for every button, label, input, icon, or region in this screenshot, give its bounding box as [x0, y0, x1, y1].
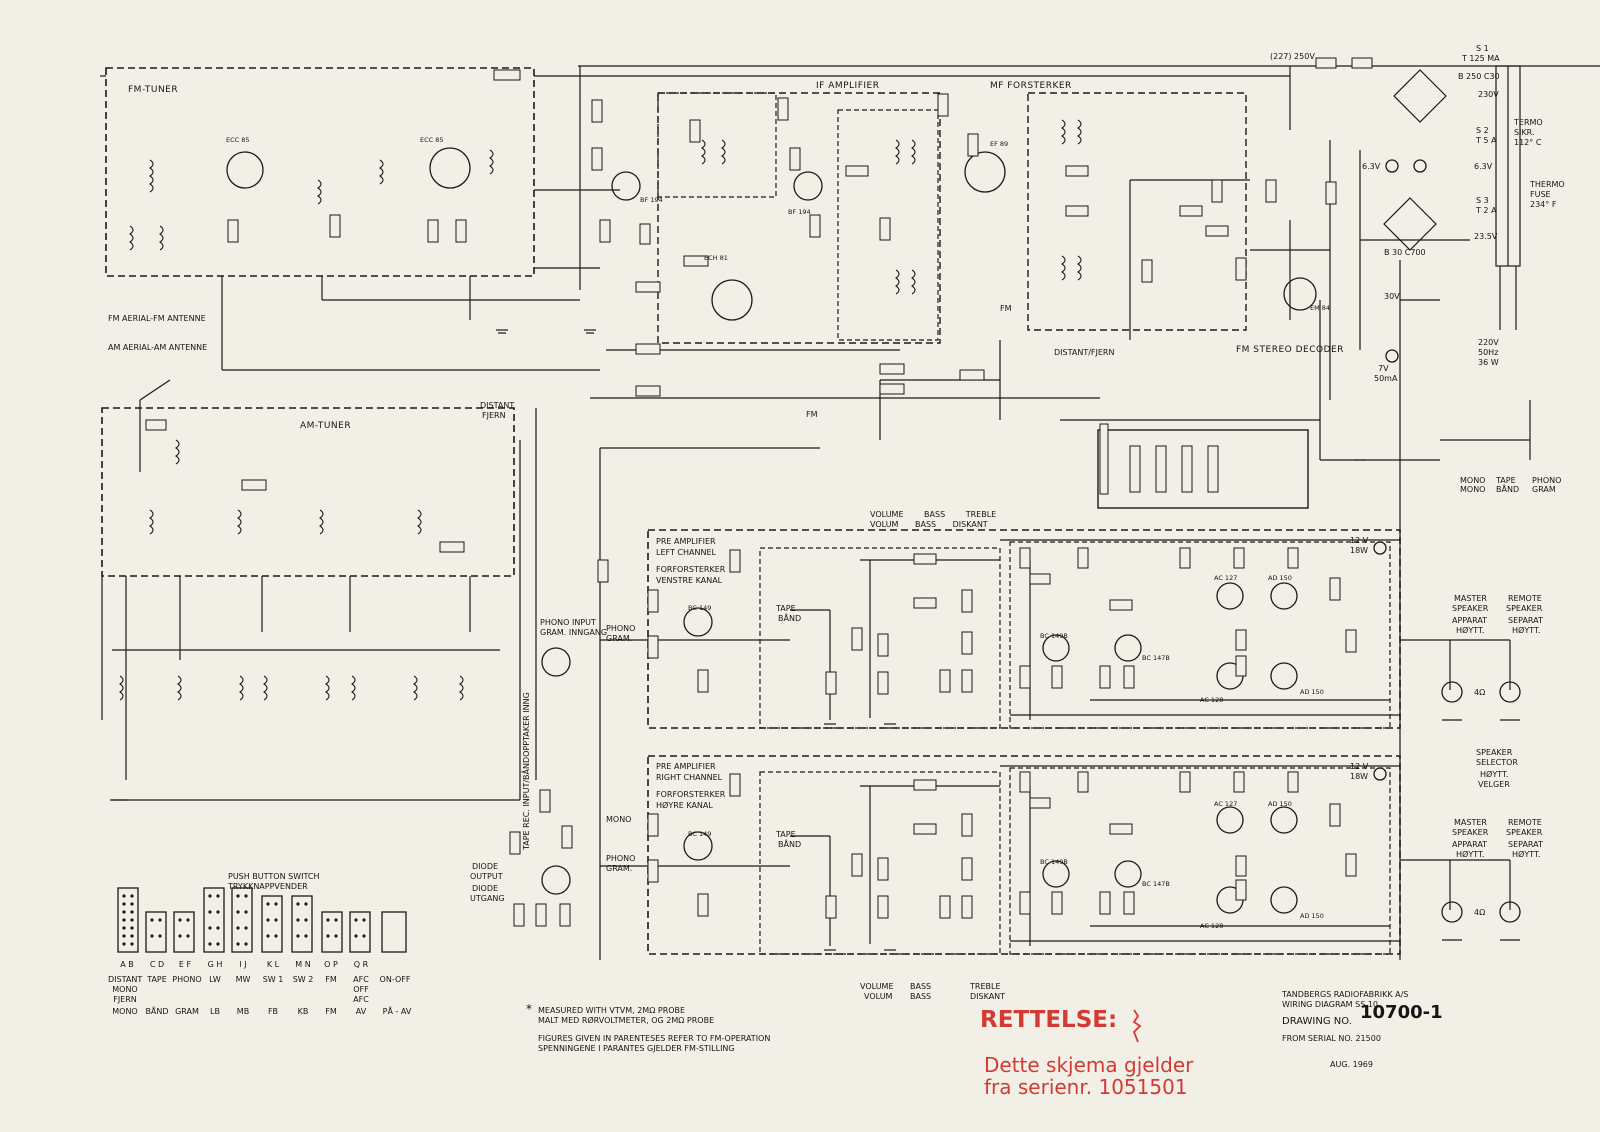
v202-type: EF 89: [990, 140, 1009, 148]
date-label: AUG. 1969: [1330, 1060, 1373, 1069]
termo-2: SIKR.: [1514, 128, 1535, 137]
q705-type: AC 128: [1200, 922, 1224, 930]
pb-top-4: LW: [209, 975, 221, 984]
stamp-mark: [1134, 1010, 1140, 1042]
q702-type: BC 149B: [1040, 858, 1068, 866]
pb-letters-5: I J: [239, 960, 247, 969]
master-speaker-r4: HØYTT.: [1456, 850, 1485, 859]
master-speaker-r2: SPEAKER: [1452, 828, 1489, 837]
remote-speaker-r4: HØYTT.: [1512, 850, 1541, 859]
thermo-3: 234° F: [1530, 200, 1557, 209]
pb-letters-2: C D: [149, 960, 165, 969]
pre-left-title-3: FORFORSTERKER: [656, 565, 726, 574]
thermo-2: FUSE: [1530, 190, 1551, 199]
distant-fjern-label: DISTANT/FJERN: [1054, 348, 1115, 357]
pre-right-title-1: PRE AMPLIFIER: [656, 762, 716, 771]
mf-forsterker-box: [1028, 93, 1246, 330]
ohm-label-b: 4Ω: [1474, 908, 1486, 917]
drawing-no-label: DRAWING NO.: [1282, 1016, 1352, 1027]
termo-1: TERMO: [1514, 118, 1543, 127]
pb-letters-1: A B: [120, 960, 134, 969]
q506-type: AD 150: [1268, 574, 1292, 582]
lamp-left-w: 18W: [1350, 546, 1369, 555]
lamp-right-v: 12 V: [1350, 762, 1369, 771]
lamp-left-v: 12 V: [1350, 536, 1369, 545]
note-figures-1: FIGURES GIVEN IN PARENTESES REFER TO FM-OPERATION: [538, 1034, 771, 1043]
tape-rec-label: TAPE REC. INPUT/BÅNDOPPTAKER INNG: [522, 692, 531, 850]
fm-label: FM: [806, 410, 818, 419]
pb-bottom-1: MONO: [112, 1007, 138, 1016]
diode-output-2: OUTPUT: [470, 872, 503, 881]
company-name: TANDBERGS RADIOFABRIKK A/S: [1282, 990, 1409, 999]
diode-output-4: UTGANG: [470, 894, 505, 903]
s2-value: T 5 A: [1476, 136, 1497, 145]
pb-bottom-8: FM: [325, 1007, 337, 1016]
master-speaker-1: MASTER: [1454, 594, 1487, 603]
phono-input-label-2: GRAM. INNGANG: [540, 628, 608, 637]
remote-speaker-4: HØYTT.: [1512, 626, 1541, 635]
push-button-contacts: [122, 894, 365, 945]
master-speaker-3: APPARAT: [1452, 616, 1488, 625]
pre-left-title-4: VENSTRE KANAL: [656, 576, 723, 585]
pb-top-6: SW 1: [262, 975, 284, 984]
master-speaker-4: HØYTT.: [1456, 626, 1485, 635]
pb-letters-9: Q R: [353, 960, 369, 969]
distant-label-2: FJERN: [482, 411, 506, 420]
pre-left-title-1: PRE AMPLIFIER: [656, 537, 716, 546]
am-aerial-label: AM AERIAL-AM ANTENNE: [108, 343, 208, 352]
q507-type: AD 150: [1300, 688, 1324, 696]
pre-right-title-3: FORFORSTERKER: [656, 790, 726, 799]
tube-v101-type: ECC 85: [420, 136, 444, 144]
v63b-label: 6.3V: [1474, 162, 1493, 171]
q202-type: BF 194: [788, 208, 811, 216]
mf-forsterker-title: MF FORSTERKER: [990, 81, 1072, 91]
q201-type: BF 194: [640, 196, 663, 204]
pb-bottom-6: FB: [267, 1007, 279, 1016]
pb-letters-4: G H: [207, 960, 223, 969]
am-tuner-title: AM-TUNER: [300, 421, 352, 431]
if-amplifier-title: IF AMPLIFIER: [816, 81, 880, 91]
q701-type: BC 149: [688, 830, 712, 838]
bass-label-2: BASS: [910, 982, 932, 991]
phono-gram-label-1: PHONO: [606, 624, 636, 633]
wiring-diagram-label: WIRING DIAGRAM SS 10: [1282, 1000, 1378, 1009]
bridge-label-1: B 250 C30: [1458, 72, 1500, 81]
s3-value: T 2 A: [1476, 206, 1497, 215]
pre-right-title-4: HØYRE KANAL: [656, 801, 713, 810]
master-speaker-r3: APPARAT: [1452, 840, 1488, 849]
ohm-label-a: 4Ω: [1474, 688, 1486, 697]
q703-type: BC 147B: [1142, 880, 1170, 888]
volume-bass-treble: VOLUME BASS TREBLE: [870, 510, 997, 519]
v235-label: 23.5V: [1474, 232, 1498, 241]
pb-mid2-1: FJERN: [113, 995, 137, 1004]
q503-type: BC 147B: [1142, 654, 1170, 662]
tape-band-label-r2: BÅND: [778, 840, 802, 849]
v203-type: EM 84: [1310, 304, 1331, 312]
pb-top-8: FM: [325, 975, 337, 984]
s1-value: T 125 MA: [1462, 54, 1500, 63]
fm-tuner-title: FM-TUNER: [128, 85, 179, 95]
tape-band-r-label: TAPE BÅND: [1496, 476, 1520, 494]
pb-bottom-5: MB: [236, 1007, 250, 1016]
s1-label: S 1: [1476, 44, 1489, 53]
tape-band-label-1: TAPE: [776, 604, 796, 613]
pb-top-9: AFC: [353, 975, 369, 984]
q505-type: AC 128: [1200, 696, 1224, 704]
thermo-1: THERMO: [1530, 180, 1565, 189]
speaker-selector-1: SPEAKER: [1476, 748, 1513, 757]
remote-speaker-r2: SPEAKER: [1506, 828, 1543, 837]
pre-left-title-2: LEFT CHANNEL: [656, 548, 716, 557]
volume-label-2: VOLUME: [860, 982, 894, 991]
pb-bottom-10: PÅ - AV: [382, 1007, 412, 1016]
speaker-selector-4: VELGER: [1478, 780, 1510, 789]
speaker-selector-3: HØYTT.: [1480, 770, 1509, 779]
q707-type: AD 150: [1300, 912, 1324, 920]
stamp-title: RETTELSE:: [980, 1007, 1118, 1033]
v63a-label: 6.3V: [1362, 162, 1381, 171]
pb-top-7: SW 2: [292, 975, 314, 984]
remote-speaker-1: REMOTE: [1508, 594, 1542, 603]
s3-label: S 3: [1476, 196, 1489, 205]
remote-speaker-3: SEPARAT: [1508, 616, 1543, 625]
volum-bass-diskant: VOLUM BASS DISKANT: [870, 520, 988, 529]
v30-label: 30V: [1384, 292, 1400, 301]
phono-gram-label-r2: GRAM.: [606, 864, 633, 873]
diode-output-1: DIODE: [472, 862, 499, 871]
pb-mid-1: MONO: [112, 985, 138, 994]
speaker-selector-2: SELECTOR: [1476, 758, 1518, 767]
phono-gram-label-2: GRAM.: [606, 634, 633, 643]
phono-gram-r-label: PHONO GRAM: [1532, 476, 1562, 494]
push-button-title-2: TRYKKNAPPVENDER: [228, 882, 308, 891]
tube-v1-type: ECC 85: [226, 136, 250, 144]
pb-letters-8: O P: [324, 960, 338, 969]
q501-type: BC 149: [688, 604, 712, 612]
volum-label-2: VOLUM: [864, 992, 893, 1001]
remote-speaker-2: SPEAKER: [1506, 604, 1543, 613]
serial-label: FROM SERIAL NO. 21500: [1282, 1034, 1381, 1043]
diode-output-3: DIODE: [472, 884, 499, 893]
q504-type: AC 127: [1214, 574, 1238, 582]
bass-label-3: BASS: [910, 992, 932, 1001]
note-measured-1: MEASURED WITH VTVM, 2MΩ PROBE: [538, 1006, 686, 1015]
pb-bottom-4: LB: [210, 1007, 220, 1016]
mains-label-1: 220V: [1478, 338, 1499, 347]
pb-bottom-3: GRAM: [175, 1007, 199, 1016]
mains-label-2: 50Hz: [1478, 348, 1499, 357]
drawing-number: 10700-1: [1360, 1002, 1443, 1023]
mains-label-3: 36 W: [1478, 358, 1499, 367]
diskant-label-2: DISKANT: [970, 992, 1006, 1001]
master-speaker-r1: MASTER: [1454, 818, 1487, 827]
pb-top-1: DISTANT: [108, 975, 143, 984]
tape-band-label-2: BÅND: [778, 614, 802, 623]
pb-top-3: PHONO: [172, 975, 202, 984]
q706-type: AD 150: [1268, 800, 1292, 808]
pb-letters-6: K L: [266, 960, 280, 969]
pb-top-10: ON-OFF: [379, 975, 411, 984]
remote-speaker-r3: SEPARAT: [1508, 840, 1543, 849]
termo-3: 112° C: [1514, 138, 1542, 147]
pb-bottom-7: KB: [297, 1007, 309, 1016]
pb-bottom-9: AV: [355, 1007, 367, 1016]
star-note-mark: *: [526, 1002, 532, 1016]
pre-right-title-2: RIGHT CHANNEL: [656, 773, 723, 782]
distant-label-1: DISTANT: [480, 401, 515, 410]
pb-top-2: TAPE: [147, 975, 167, 984]
pb-top-5: MW: [235, 975, 251, 984]
master-speaker-2: SPEAKER: [1452, 604, 1489, 613]
lamp-right-w: 18W: [1350, 772, 1369, 781]
stamp-line-1: Dette skjema gjelder: [984, 1053, 1194, 1077]
note-measured-2: MALT MED RØRVOLTMETER, OG 2MΩ PROBE: [538, 1016, 715, 1025]
treble-label-2: TREBLE: [970, 982, 1001, 991]
s2-label: S 2: [1476, 126, 1489, 135]
v7-label: 7V: [1378, 364, 1389, 373]
pb-letters-7: M N: [295, 960, 311, 969]
v250-label: (227) 250V: [1270, 52, 1315, 61]
phono-input-label-1: PHONO INPUT: [540, 618, 596, 627]
tape-band-label-r1: TAPE: [776, 830, 796, 839]
mono-mono-label: MONO MONO: [1460, 476, 1486, 494]
bridge-label-2: B 30 C700: [1384, 248, 1426, 257]
pb-letters-3: E F: [178, 960, 192, 969]
mono-label: MONO: [606, 815, 632, 824]
push-button-title-1: PUSH BUTTON SWITCH: [228, 872, 320, 881]
fm-label-2: FM: [1000, 304, 1012, 313]
ma50-label: 50mA: [1374, 374, 1398, 383]
pb-mid2-9: AFC: [353, 995, 369, 1004]
fm-aerial-label: FM AERIAL-FM ANTENNE: [108, 314, 206, 323]
pb-mid-9: OFF: [353, 985, 369, 994]
fm-stereo-decoder-title: FM STEREO DECODER: [1236, 345, 1344, 355]
v201-type: ECH 81: [704, 254, 728, 262]
stamp-line-2: fra serienr. 1051501: [984, 1075, 1188, 1099]
v230-label: 230V: [1478, 90, 1499, 99]
q502-type: BC 149B: [1040, 632, 1068, 640]
phono-gram-label-r1: PHONO: [606, 854, 636, 863]
pb-bottom-2: BÅND: [145, 1007, 169, 1016]
note-figures-2: SPENNINGENE I PARANTES GJELDER FM-STILLING: [538, 1044, 735, 1053]
remote-speaker-r1: REMOTE: [1508, 818, 1542, 827]
q704-type: AC 127: [1214, 800, 1238, 808]
